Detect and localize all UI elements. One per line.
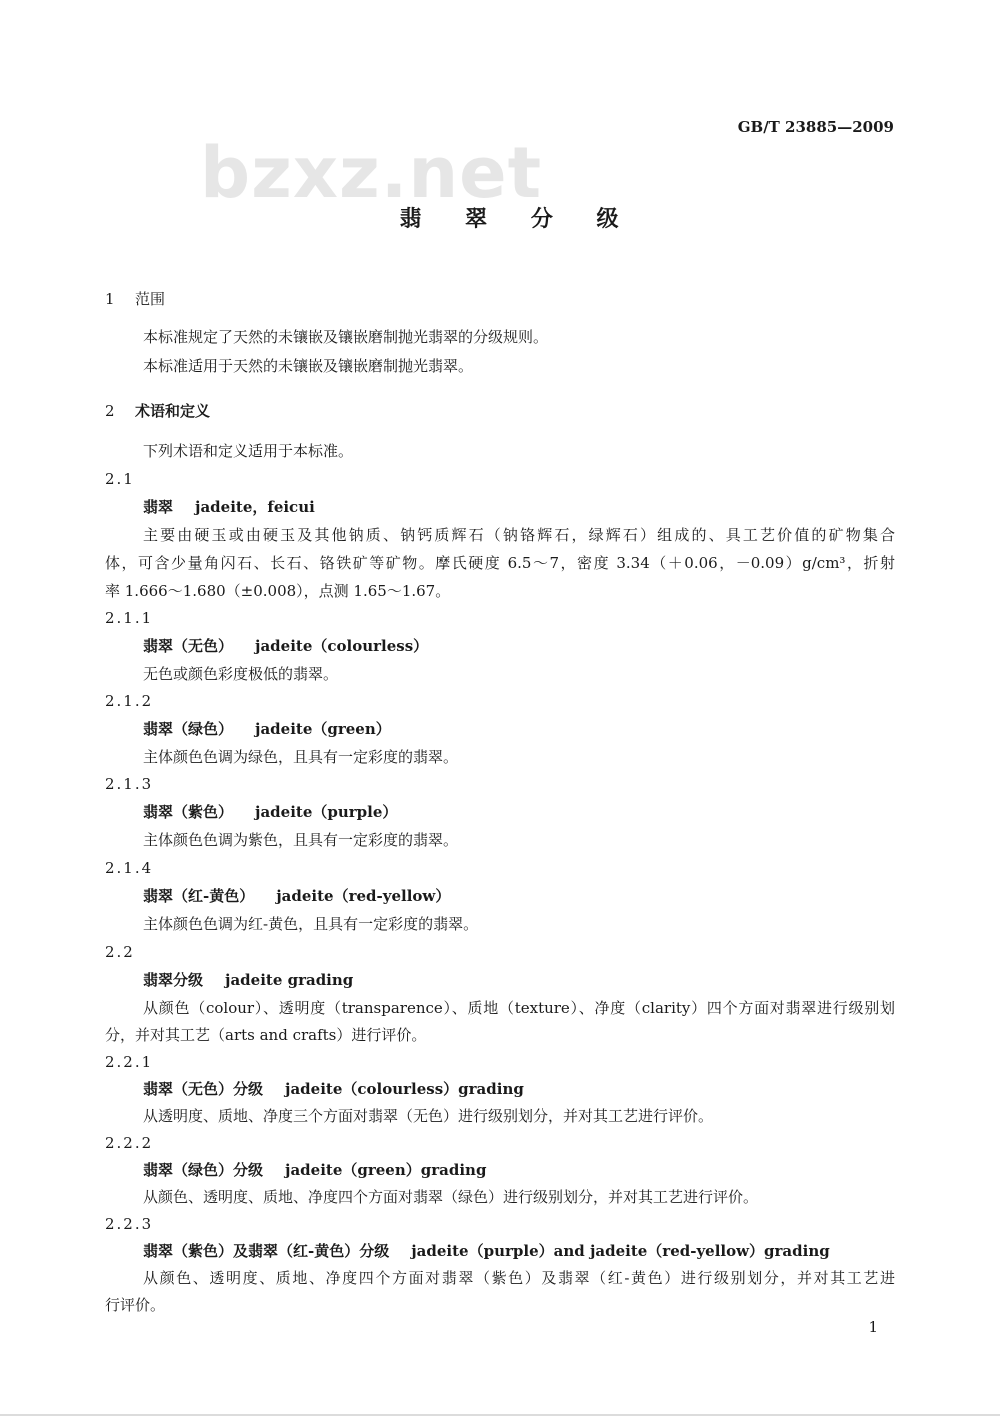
term-zh: 翡翠（红-黄色）: [143, 887, 255, 905]
watermark: bzxz.net: [200, 132, 543, 214]
term-heading: [143, 1240, 830, 1262]
term-heading: [143, 718, 391, 740]
term-en: jadeite（purple）: [255, 803, 398, 821]
clause-number: 2.2.2: [105, 1134, 154, 1152]
term-en: jadeite（colourless）grading: [285, 1080, 524, 1098]
term-zh: 翡翠: [143, 498, 174, 516]
section-title: 术语和定义: [135, 402, 211, 420]
section-2-heading: [105, 400, 210, 422]
definition-line: 从透明度、质地、净度三个方面对翡翠（无色）进行级别划分，并对其工艺进行评价。: [143, 1107, 714, 1125]
definition-line: 无色或颜色彩度极低的翡翠。: [143, 665, 339, 683]
term-en: jadeite（red-yellow）: [276, 887, 451, 905]
clause-number: 2.2.3: [105, 1215, 154, 1233]
term-en: jadeite（colourless）: [255, 637, 429, 655]
clause-number: 2.1.4: [105, 859, 154, 877]
standard-number: GB/T 23885—2009: [737, 118, 894, 136]
term-heading: [143, 801, 397, 823]
term-zh: 翡翠（无色）: [143, 637, 234, 655]
document-title: 翡 翠 分 级: [399, 207, 637, 232]
term-zh: 翡翠（无色）分级: [143, 1080, 264, 1098]
page-number: 1: [868, 1318, 878, 1336]
definition-line: 从颜色、透明度、质地、净度四个方面对翡翠（绿色）进行级别划分，并对其工艺进行评价。: [143, 1188, 759, 1206]
definition-line: 行评价。: [105, 1296, 166, 1314]
clause-number: 2.1.3: [105, 775, 154, 793]
term-en: jadeite，feicui: [195, 498, 315, 516]
term-zh: 翡翠（紫色）及翡翠（红-黄色）分级: [143, 1242, 390, 1260]
term-en: jadeite（green）grading: [285, 1161, 487, 1179]
definition-line: 体，可含少量角闪石、长石、铬铁矿等矿物。摩氏硬度 6.5～7，密度 3.34（＋0.06，－0.09）g/cm³，折射: [105, 554, 895, 572]
term-heading: [143, 1078, 524, 1100]
clause-number: 2.1: [105, 470, 135, 488]
clause-number: 2.1.1: [105, 609, 154, 627]
definition-line: 率 1.666～1.680（±0.008），点测 1.65～1.67。: [105, 582, 451, 600]
term-heading: [143, 969, 353, 991]
definition-line: 主体颜色色调为紫色，且具有一定彩度的翡翠。: [143, 831, 459, 849]
term-zh: 翡翠（绿色）分级: [143, 1161, 264, 1179]
term-zh: 翡翠（紫色）: [143, 803, 234, 821]
clause-number: 2.2.1: [105, 1053, 154, 1071]
term-heading: [143, 496, 315, 518]
term-zh: 翡翠分级: [143, 971, 204, 989]
clause-number: 2.1.2: [105, 692, 154, 710]
definition-line: 主体颜色色调为红-黄色，且具有一定彩度的翡翠。: [143, 915, 479, 933]
definition-line: 分，并对其工艺（arts and crafts）进行评价。: [105, 1026, 427, 1044]
definition-line: 从颜色、透明度、质地、净度四个方面对翡翠（紫色）及翡翠（红-黄色）进行级别划分，并对其工艺进: [143, 1269, 895, 1287]
term-zh: 翡翠（绿色）: [143, 720, 234, 738]
page-edge-divider: [0, 1414, 1000, 1416]
section-number: 2: [105, 402, 115, 420]
paragraph: 下列术语和定义适用于本标准。: [143, 442, 354, 460]
definition-line: 从颜色（colour）、透明度（transparence）、质地（texture）、净度（clarity）四个方面对翡翠进行级别划: [143, 999, 895, 1017]
definition-line: 主要由硬玉或由硬玉及其他钠质、钠钙质辉石（钠铬辉石，绿辉石）组成的、具工艺价值的矿物集合: [143, 526, 895, 544]
term-heading: [143, 635, 428, 657]
definition-line: 主体颜色色调为绿色，且具有一定彩度的翡翠。: [143, 748, 459, 766]
section-title: 范围: [135, 290, 166, 308]
section-1-heading: [105, 288, 165, 310]
term-en: jadeite（green）: [255, 720, 391, 738]
paragraph: 本标准适用于天然的未镶嵌及镶嵌磨制抛光翡翠。: [143, 357, 474, 375]
term-en: jadeite（purple）and jadeite（red-yellow）grading: [411, 1242, 830, 1260]
term-heading: [143, 885, 450, 907]
term-heading: [143, 1159, 486, 1181]
paragraph: 本标准规定了天然的未镶嵌及镶嵌磨制抛光翡翠的分级规则。: [143, 328, 549, 346]
term-en: jadeite grading: [225, 971, 354, 989]
section-number: 1: [105, 290, 115, 308]
clause-number: 2.2: [105, 943, 135, 961]
